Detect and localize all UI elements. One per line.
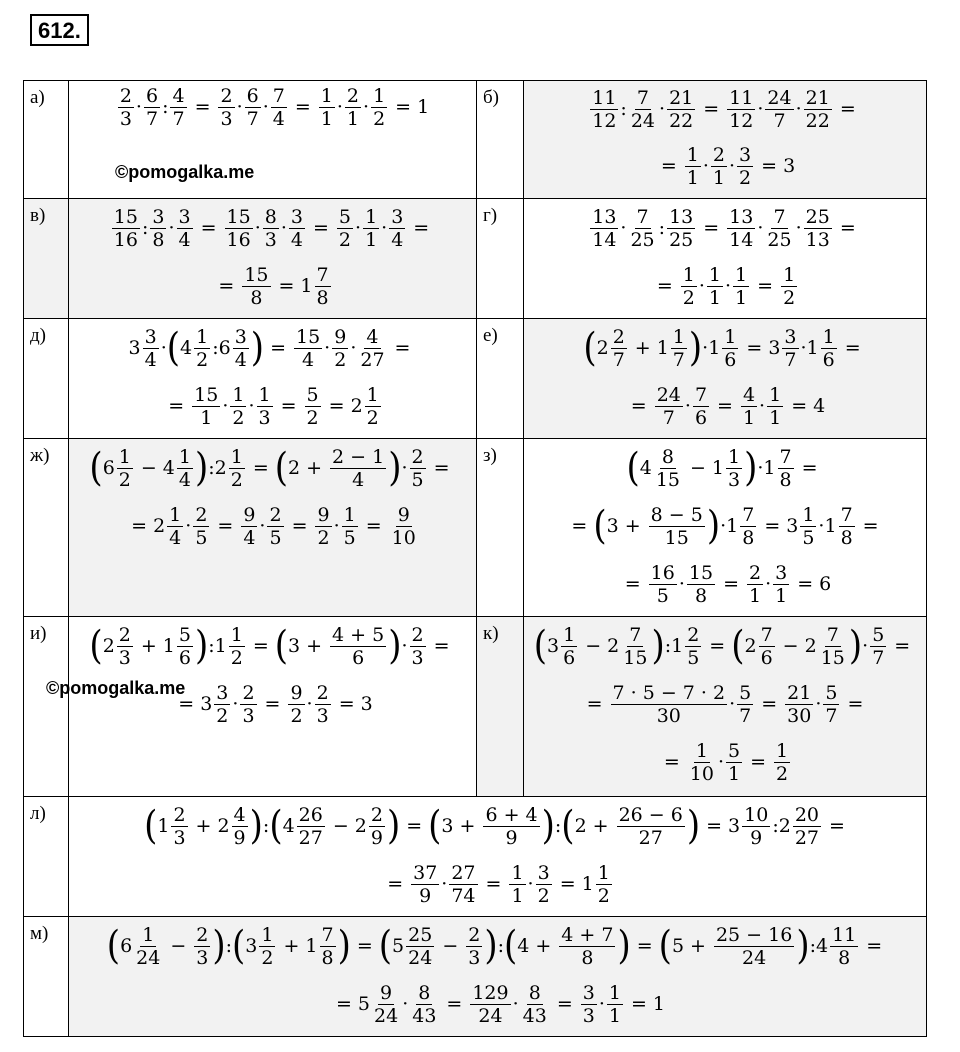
label-l: л) [24, 797, 69, 917]
solution-v: $\frac{15}{16}$ : $\frac{3}{8}$ · $\frac{3}{4}$ = $\frac{15}{16}$ · $\frac{8}{3}$ · $\frac{3}{4}$ = $\frac{5}{2}$ · $\frac{1}{1}$ · $\frac{3}{4}$ = = $\frac{15}{8}$ = 1 $\frac{7}{8}$ [69, 199, 477, 319]
solution-m: ( 6 $\frac{1}{24}$ − $\frac{2}{3}$ ) : ( 3 $\frac{1}{2}$ + 1 $\frac{7}{8}$ ) = ( 5 $\frac{25}{24}$ − $\frac{2}{3}$ ) : ( 4 + $\frac{4 + 7}{8}$ ) = ( 5 + $\frac{25 - 16}{24}$ ) :4 $\frac{11}{8}$ = = 5 $\frac{9}{24}$ · $\frac{8}{43}$ = $\frac{129}{24}$ · $\frac{8}{43}$ = $\frac{3}{3}$ · $\frac{1}{1}$ = 1 [69, 917, 927, 1037]
label-v: в) [24, 199, 69, 319]
watermark-1: ©pomogalka.me [115, 162, 255, 182]
label-g: г) [477, 199, 524, 319]
watermark-2: ©pomogalka.me [46, 678, 186, 698]
label-e: е) [477, 319, 524, 439]
solutions-table [23, 80, 927, 1037]
solution-b: $\frac{11}{12}$ : $\frac{7}{24}$ · $\frac{21}{22}$ = $\frac{11}{12}$ · $\frac{24}{7}$ · $\frac{21}{22}$ = = $\frac{1}{1}$ · $\frac{2}{1}$ · $\frac{3}{2}$ = 3 [524, 81, 927, 199]
label-zh: ж) [24, 439, 69, 617]
solution-g: $\frac{13}{14}$ · $\frac{7}{25}$ : $\frac{13}{25}$ = $\frac{13}{14}$ · $\frac{7}{25}$ · $\frac{25}{13}$ = = $\frac{1}{2}$ · $\frac{1}{1}$ · $\frac{1}{1}$ = $\frac{1}{2}$ [524, 199, 927, 319]
solution-z: ( 4 $\frac{8}{15}$ − 1 $\frac{1}{3}$ ) ·1 $\frac{7}{8}$ = = ( 3 + $\frac{8 - 5}{15}$ ) ·1 $\frac{7}{8}$ = 3 $\frac{1}{5}$ ·1 $\frac{7}{8}$ = = $\frac{16}{5}$ · $\frac{15}{8}$ = $\frac{2}{1}$ · $\frac{3}{1}$ = 6 [524, 439, 927, 617]
label-m: м) [24, 917, 69, 1037]
solution-d: 3 $\frac{3}{4}$ · ( 4 $\frac{1}{2}$ :6 $\frac{3}{4}$ ) = $\frac{15}{4}$ · $\frac{9}{2}$ · $\frac{4}{27}$ = = $\frac{15}{1}$ · $\frac{1}{2}$ · $\frac{1}{3}$ = $\frac{5}{2}$ = 2 $\frac{1}{2}$ [69, 319, 477, 439]
solution-a: $\frac{2}{3}$ · $\frac{6}{7}$ : $\frac{4}{7}$ = $\frac{2}{3}$ · $\frac{6}{7}$ · $\frac{7}{4}$ = $\frac{1}{1}$ · $\frac{2}{1}$ · $\frac{1}{2}$ = 1 [69, 81, 477, 199]
solution-i: ( 2 $\frac{2}{3}$ + 1 $\frac{5}{6}$ ) :1 $\frac{1}{2}$ = ( 3 + $\frac{4 + 5}{6}$ ) · $\frac{2}{3}$ = = 3 $\frac{3}{2}$ · $\frac{2}{3}$ = $\frac{9}{2}$ · $\frac{2}{3}$ = 3 [69, 617, 477, 797]
label-i: и) [24, 617, 69, 797]
problem-number: 612. [30, 14, 89, 46]
label-b: б) [477, 81, 524, 199]
solution-e: ( 2 $\frac{2}{7}$ + 1 $\frac{1}{7}$ ) ·1 $\frac{1}{6}$ = 3 $\frac{3}{7}$ ·1 $\frac{1}{6}$ = = $\frac{24}{7}$ · $\frac{7}{6}$ = $\frac{4}{1}$ · $\frac{1}{1}$ = 4 [524, 319, 927, 439]
label-k: к) [477, 617, 524, 797]
label-z: з) [477, 439, 524, 617]
label-d: д) [24, 319, 69, 439]
solution-zh: ( 6 $\frac{1}{2}$ − 4 $\frac{1}{4}$ ) :2 $\frac{1}{2}$ = ( 2 + $\frac{2 - 1}{4}$ ) · $\frac{2}{5}$ = = 2 $\frac{1}{4}$ · $\frac{2}{5}$ = $\frac{9}{4}$ · $\frac{2}{5}$ = $\frac{9}{2}$ · $\frac{1}{5}$ = $\frac{9}{10}$ [69, 439, 477, 617]
label-a: а) [24, 81, 69, 199]
solution-l: ( 1 $\frac{2}{3}$ + 2 $\frac{4}{9}$ ) : ( 4 $\frac{26}{27}$ − 2 $\frac{2}{9}$ ) = ( 3 + $\frac{6 + 4}{9}$ ) : ( 2 + $\frac{26 - 6}{27}$ ) = 3 $\frac{10}{9}$ :2 $\frac{20}{27}$ = = $\frac{37}{9}$ · $\frac{27}{74}$ = $\frac{1}{1}$ · $\frac{3}{2}$ = 1 $\frac{1}{2}$ [69, 797, 927, 917]
solution-k: ( 3 $\frac{1}{6}$ − 2 $\frac{7}{15}$ ) :1 $\frac{2}{5}$ = ( 2 $\frac{7}{6}$ − 2 $\frac{7}{15}$ ) · $\frac{5}{7}$ = = $\frac{7 \cdot 5 - 7 \cdot 2}{30}$ · $\frac{5}{7}$ = $\frac{21}{30}$ · $\frac{5}{7}$ = = $\frac{1}{10}$ · $\frac{5}{1}$ = $\frac{1}{2}$ [524, 617, 927, 797]
